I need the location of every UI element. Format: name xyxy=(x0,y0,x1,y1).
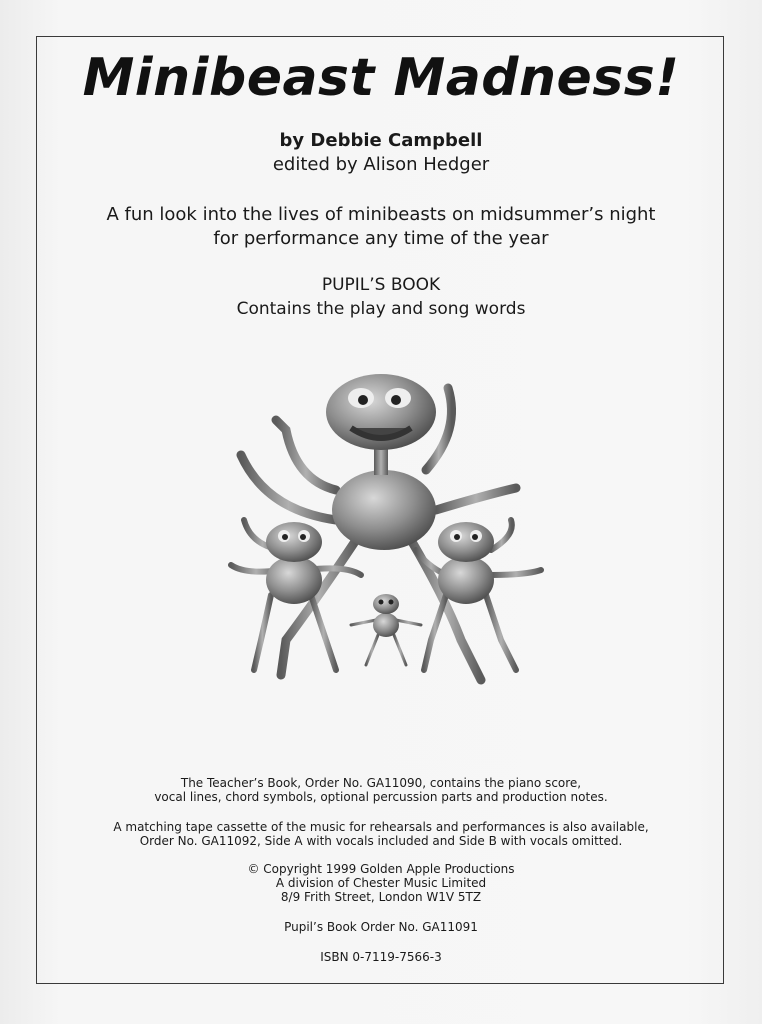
teacher-book-note xyxy=(0,776,762,804)
left-bug-body xyxy=(266,556,322,604)
tape-note xyxy=(0,820,762,848)
tiny-bug-head xyxy=(373,594,399,614)
teacher-note-line-2: vocal lines, chord symbols, optional percussion parts and production notes. xyxy=(154,790,608,804)
book-description: Contains the play and song words xyxy=(236,299,526,319)
editor: edited by Alison Hedger xyxy=(272,154,490,175)
tagline-line-1: A fun look into the lives of minibeasts on midsummer’s night xyxy=(106,204,656,225)
tiny-bug-body xyxy=(373,613,399,637)
left-bug-head xyxy=(266,522,322,562)
order-number: Pupil’s Book Order No. GA11091 xyxy=(284,920,478,934)
big-bug-body xyxy=(332,470,436,550)
tagline-line-2: for performance any time of the year xyxy=(213,228,549,249)
right-bug-head xyxy=(438,522,494,562)
copyright-line-2: A division of Chester Music Limited xyxy=(275,876,487,890)
minibeast-illustration xyxy=(226,370,546,700)
tape-note-line-1: A matching tape cassette of the music for rehearsals and performances is also available, xyxy=(113,820,649,834)
isbn: ISBN 0-7119-7566-3 xyxy=(320,950,442,964)
right-bug-body xyxy=(438,556,494,604)
author: by Debbie Campbell xyxy=(279,130,483,151)
teacher-note-line-1: The Teacher’s Book, Order No. GA11090, contains the piano score, xyxy=(180,776,582,790)
tape-note-line-2: Order No. GA11092, Side A with vocals included and Side B with vocals omitted. xyxy=(139,834,623,848)
book-title: Minibeast Madness! xyxy=(82,48,680,108)
copyright-line-3: 8/9 Frith Street, London W1V 5TZ xyxy=(280,890,482,904)
book-type: PUPIL’S BOOK xyxy=(321,275,441,295)
copyright-line-1: © Copyright 1999 Golden Apple Productions xyxy=(247,862,515,876)
copyright-block xyxy=(0,862,762,904)
